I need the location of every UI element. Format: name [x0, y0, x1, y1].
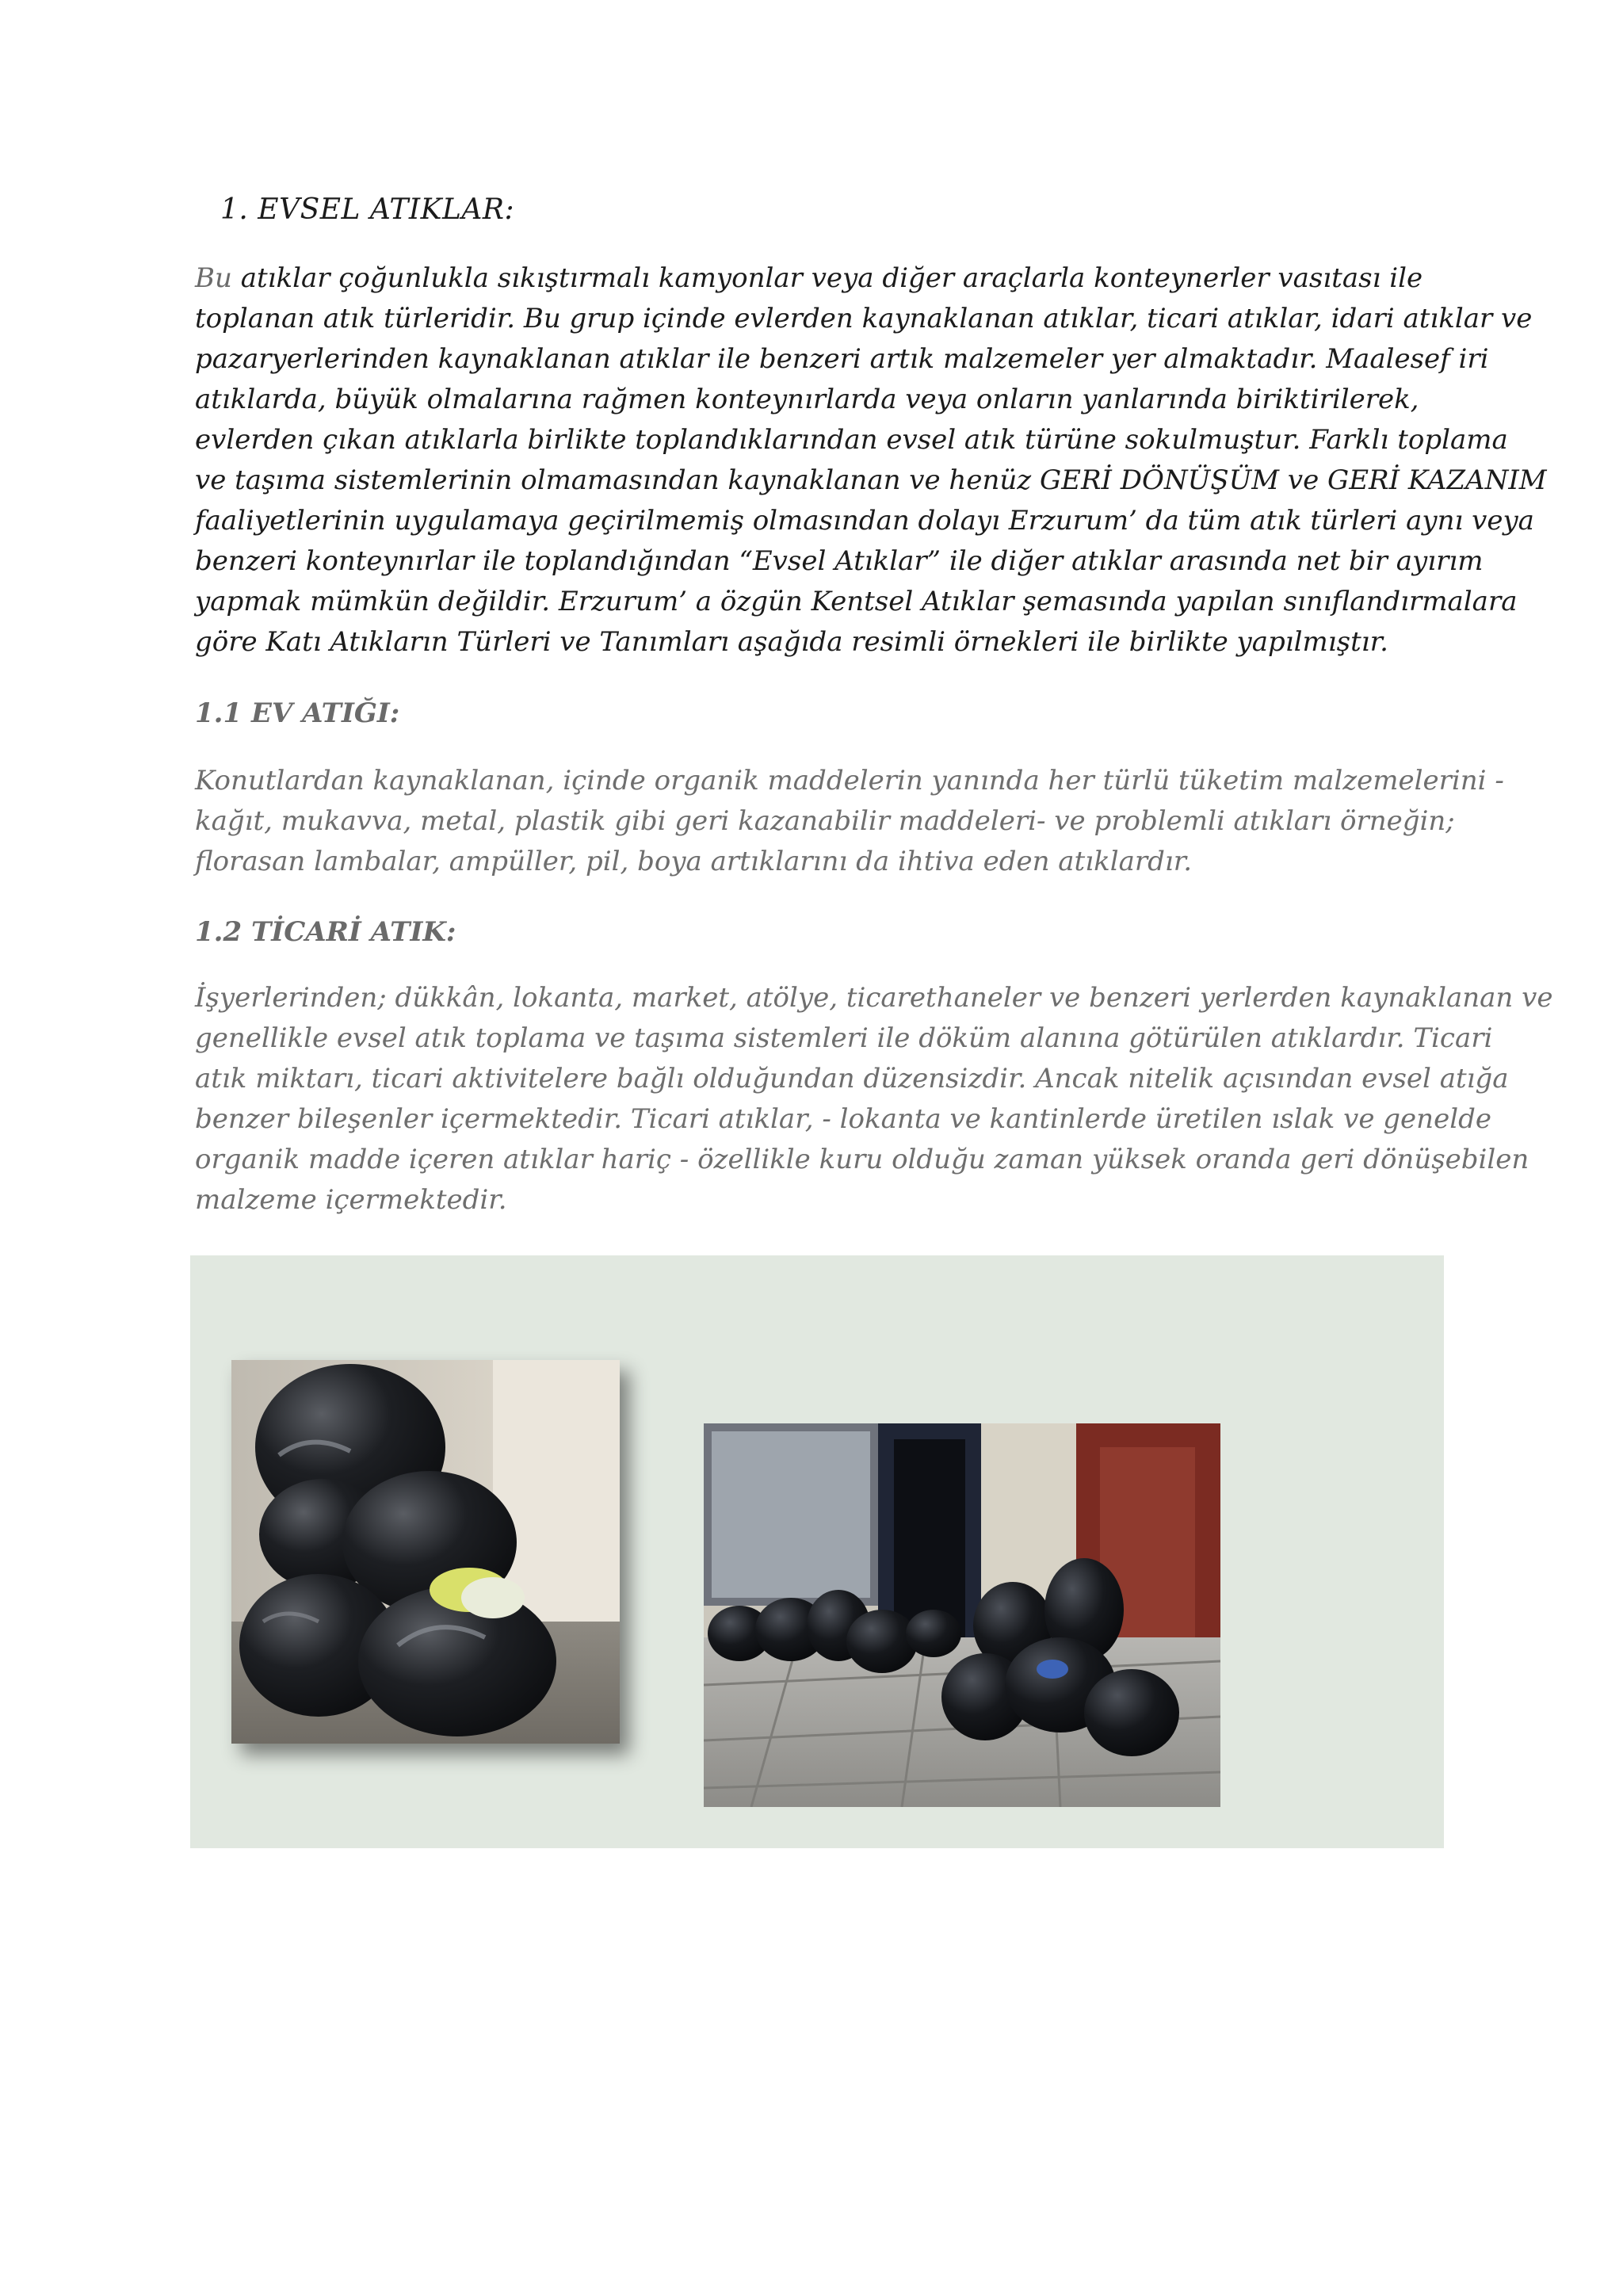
paragraph-line: organik madde içeren atıklar hariç - özellikle kuru olduğu zaman yüksek oranda geri dönüşebilen [195, 1144, 1529, 1175]
paragraph-line: göre Katı Atıkların Türleri ve Tanımları aşağıda resimli örnekleri ile birlikte yapılmıştır. [195, 626, 1388, 658]
paragraph-line [195, 258, 1463, 299]
subsection-paragraph-ticari-atik [195, 978, 1553, 1221]
garbage-bags-photo-right [704, 1423, 1220, 1807]
paragraph-line: toplanan atık türleridir. Bu grup içinde evlerden kaynaklanan atıklar, ticari atıklar, idari atıklar ve [195, 303, 1533, 334]
street-garbage-illustration [704, 1423, 1220, 1807]
garbage-bags-photo-left [231, 1360, 620, 1744]
garbage-bags-illustration [231, 1360, 620, 1744]
paragraph-line: malzeme içermektedir. [195, 1184, 507, 1216]
paragraph-line: atıklarda, büyük olmalarına rağmen konteynırlarda veya onların yanlarında biriktirilerek, [195, 384, 1419, 415]
paragraph-line: faaliyetlerinin uygulamaya geçirilmemiş olmasından dolayı Erzurum’ da tüm atık türleri aynı veya [195, 505, 1534, 537]
section-heading-evsel-atiklar: 1. EVSEL ATIKLAR: [220, 193, 515, 226]
section-paragraph-evsel-atiklar [195, 258, 1547, 663]
paragraph-line: Konutlardan kaynaklanan, içinde organik maddelerin yanında her türlü tüketim malzemelerini - [195, 765, 1504, 797]
paragraph-line: atık miktarı, ticari aktivitelere bağlı olduğundan düzensizdir. Ancak nitelik açısından evsel atığa [195, 1063, 1509, 1095]
paragraph-line: İşyerlerinden; dükkân, lokanta, market, atölye, ticarethaneler ve benzeri yerlerden kaynaklanan ve [195, 982, 1553, 1014]
subsection-paragraph-ev-atigi [195, 761, 1504, 882]
paragraph-line: evlerden çıkan atıklarla birlikte toplandıklarından evsel atık türüne sokulmuştur. Farklı toplama [195, 424, 1508, 456]
paragraph-line: kağıt, mukavva, metal, plastik gibi geri kazanabilir maddeleri- ve problemli atıkları örneğin; [195, 805, 1455, 837]
paragraph-line: yapmak mümkün değildir. Erzurum’ a özgün Kentsel Atıklar şemasında yapılan sınıflandırmalara [195, 586, 1518, 617]
subsection-heading-ticari-atik: 1.2 TİCARİ ATIK: [195, 916, 456, 948]
subsection-heading-ev-atigi: 1.1 EV ATIĞI: [195, 697, 400, 729]
paragraph-line: benzer bileşenler içermektedir. Ticari atıklar, - lokanta ve kantinlerde üretilen ıslak ve genelde [195, 1103, 1491, 1135]
paragraph-line: benzeri konteynırlar ile toplandığından “Evsel Atıklar” ile diğer atıklar arasında net bir ayırım [195, 545, 1484, 577]
paragraph-line-text: atıklar çoğunlukla sıkıştırmalı kamyonlar veya diğer araçlarla konteynerler vasıtası ile [231, 262, 1423, 294]
paragraph-line: genellikle evsel atık toplama ve taşıma sistemleri ile döküm alanına götürülen atıklardır. Ticari [195, 1022, 1493, 1054]
paragraph-lead-word: Bu [195, 262, 232, 294]
paragraph-line: ve taşıma sistemlerinin olmamasından kaynaklanan ve henüz GERİ DÖNÜŞÜM ve GERİ KAZANIM [195, 464, 1547, 496]
paragraph-line: pazaryerlerinden kaynaklanan atıklar ile benzeri artık malzemeler yer almaktadır. Maalesef iri [195, 343, 1489, 375]
paragraph-line: florasan lambalar, ampüller, pil, boya artıklarını da ihtiva eden atıklardır. [195, 846, 1193, 877]
